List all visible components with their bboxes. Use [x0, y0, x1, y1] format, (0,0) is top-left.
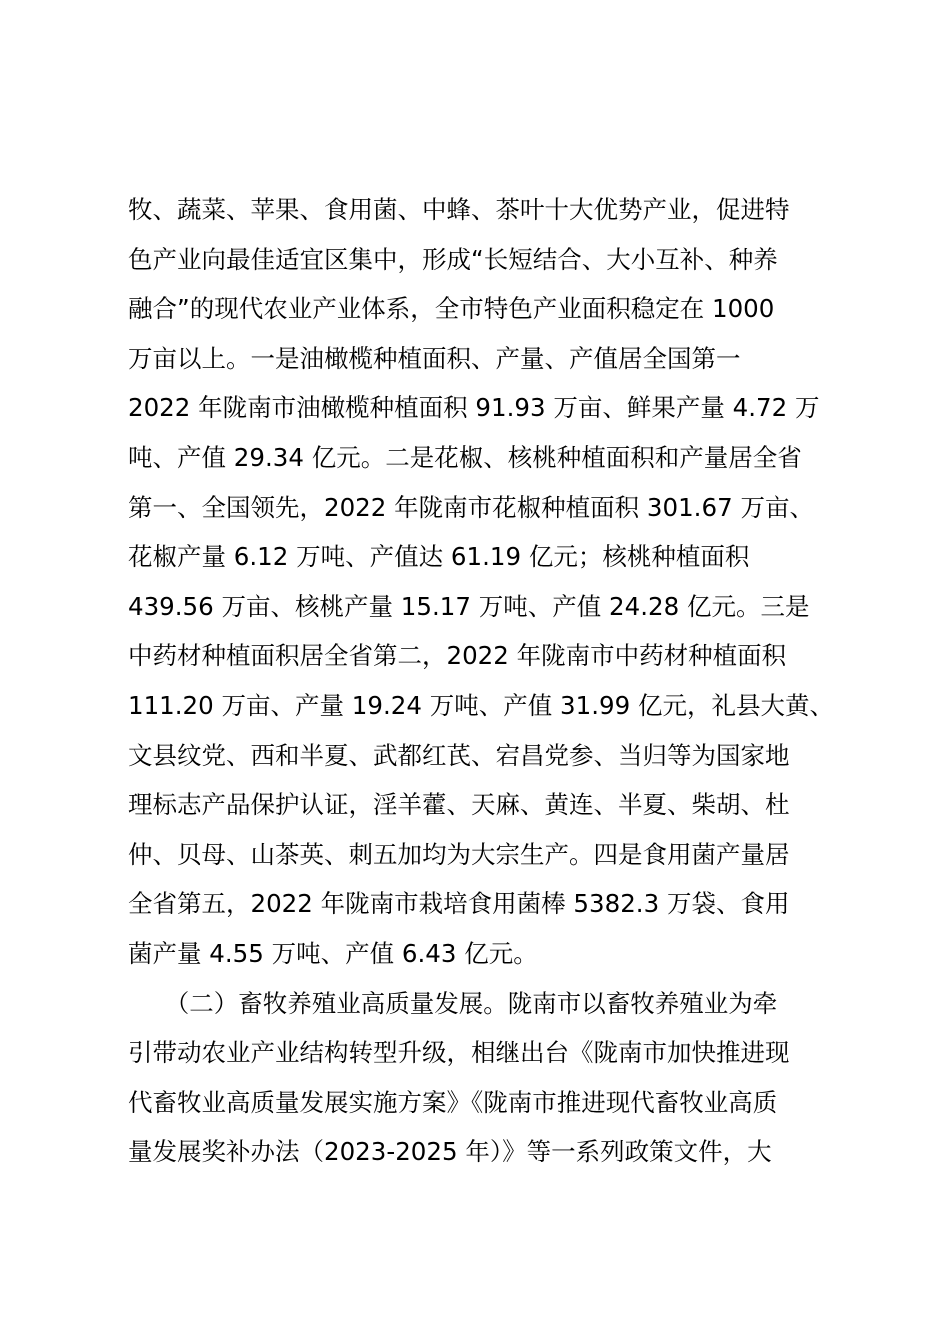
text-line: 融合”的现代农业产业体系，全市特色产业面积稳定在 1000 [128, 294, 775, 324]
text-line: 量发展奖补办法（2023-2025 年）》等一系列政策文件，大 [128, 1137, 772, 1167]
text-line: 2022 年陇南市油橄榄种植面积 91.93 万亩、鲜果产量 4.72 万 [128, 393, 820, 423]
text-line: 111.20 万亩、产量 19.24 万吨、产值 31.99 亿元，礼县大黄、 [128, 690, 834, 720]
text-line: 理标志产品保护认证，淫羊藿、天麻、黄连、半夏、柴胡、杜 [128, 790, 790, 820]
text-line: 引带动农业产业结构转型升级，相继出台《陇南市加快推进现 [128, 1038, 790, 1068]
text-line: 全省第五，2022 年陇南市栽培食用菌棒 5382.3 万袋、食用 [128, 889, 790, 919]
text-line: 花椒产量 6.12 万吨、产值达 61.19 亿元；核桃种植面积 [128, 542, 750, 572]
body-text [128, 185, 848, 1177]
text-line: 吨、产值 29.34 亿元。二是花椒、核桃种植面积和产量居全省 [128, 442, 802, 472]
text-line: 万亩以上。一是油橄榄种植面积、产量、产值居全国第一 [128, 343, 741, 373]
text-line: 菌产量 4.55 万吨、产值 6.43 亿元。 [128, 938, 538, 968]
text-line: 第一、全国领先，2022 年陇南市花椒种植面积 301.67 万亩、 [128, 492, 814, 522]
paragraph-heading-line: （二）畜牧养殖业高质量发展。陇南市以畜牧养殖业为牵 [128, 988, 778, 1018]
text-line: 仲、贝母、山茶英、刺五加均为大宗生产。四是食用菌产量居 [128, 839, 790, 869]
text-line: 代畜牧业高质量发展实施方案》《陇南市推进现代畜牧业高质 [128, 1087, 778, 1117]
text-line: 牧、蔬菜、苹果、食用菌、中蜂、茶叶十大优势产业，促进特 [128, 195, 790, 224]
text-line: 439.56 万亩、核桃产量 15.17 万吨、产值 24.28 亿元。三是 [128, 591, 810, 621]
text-line: 中药材种植面积居全省第二，2022 年陇南市中药材种植面积 [128, 641, 787, 671]
text-line: 文县纹党、西和半夏、武都红芪、宕昌党参、当归等为国家地 [128, 740, 790, 770]
text-line: 色产业向最佳适宜区集中，形成“长短结合、大小互补、种养 [128, 244, 778, 274]
